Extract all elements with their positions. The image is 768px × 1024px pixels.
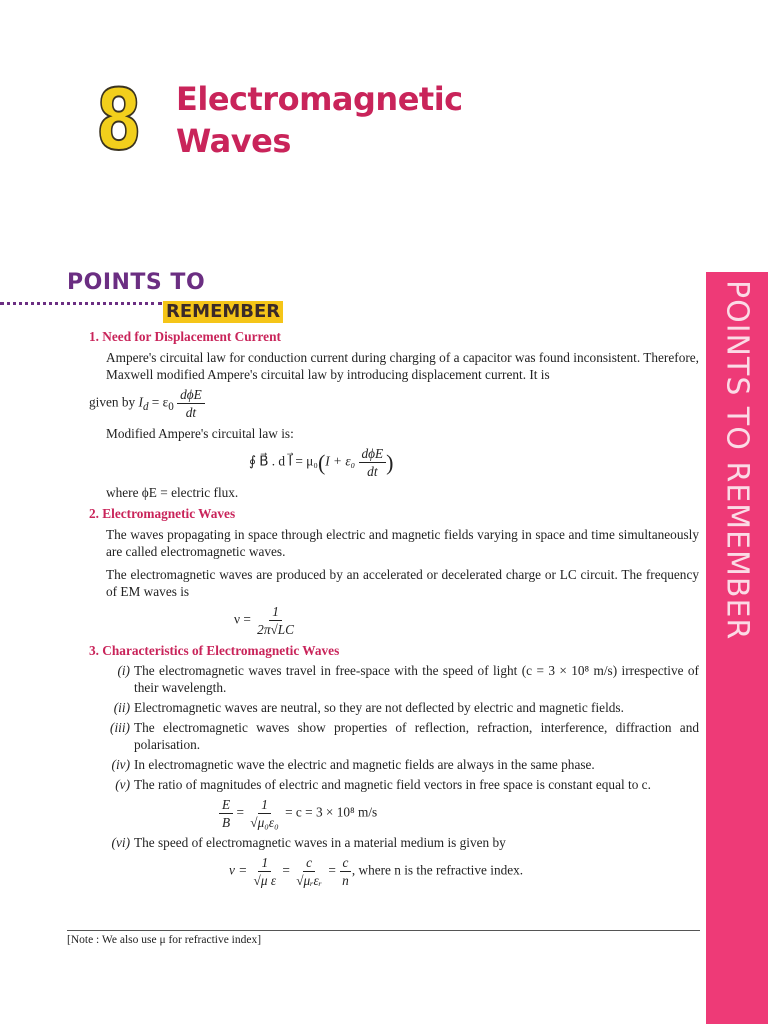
equation-medium-speed: v = $\frac{1}{\text{√μ ε}}$ = $\frac{c}{\text{√μᵣεᵣ}}$ = $\frac{c}{n}$ , where n is the refractive index. bbox=[229, 855, 524, 888]
list-item: (vi) The speed of electromagnetic waves in a material medium is given by bbox=[111, 835, 506, 850]
paragraph: Ampere's circuital law for conduction current during charging of a capacitor was found inconsistent. Therefore, Maxwell modified Ampere's circuital law by introducing displacement current. It is bbox=[106, 350, 699, 382]
paragraph: where ϕE = electric flux. bbox=[106, 485, 239, 500]
equation-modified-ampere: ∮ B⃗ . d l⃗ = μ₀(I + ε₀ $\frac{\text{dϕE}}{dt}$ ) bbox=[249, 446, 394, 479]
list-item: (ii) Electromagnetic waves are neutral, so they are not deflected by electric and magnetic fields. bbox=[113, 700, 624, 715]
fraction: $\frac{c}{n}$ bbox=[339, 854, 352, 889]
chapter-number: 8 bbox=[96, 71, 142, 169]
paragraph: The waves propagating in space through electric and magnetic fields varying in space and time simultaneously are called electromagnetic waves. bbox=[106, 527, 699, 559]
fraction: $\frac{\text{dϕE}}{dt}$ bbox=[359, 445, 387, 480]
points-heading-top: POINTS TO bbox=[67, 270, 206, 295]
section-heading: 1. Need for Displacement Current bbox=[89, 329, 281, 344]
fraction: $\frac{E}{B}$ bbox=[219, 796, 233, 831]
equation-field-ratio: $\frac{E}{B}$ = $\frac{1}{\text{√μ₀ε₀}}$ = c = 3 × 10⁸ m/s bbox=[219, 796, 699, 831]
paragraph: Modified Ampere's circuital law is: bbox=[106, 426, 294, 441]
dotted-divider bbox=[0, 302, 162, 305]
chapter-title-line2: Waves bbox=[176, 122, 291, 160]
list-item: (i) The electromagnetic waves travel in free-space with the speed of light (c = 3 × 10⁸ m/s) irrespective of their wavelength. bbox=[117, 663, 699, 695]
side-band-label: POINTS TO REMEMBER bbox=[719, 280, 755, 641]
list-item: (iii) The electromagnetic waves show properties of reflection, refraction, interference, diffraction and polarisation. bbox=[110, 720, 699, 752]
footnote: [Note : We also use μ for refractive index] bbox=[67, 934, 262, 946]
fraction: $\frac{1}{\text{√μ ε}}$ bbox=[253, 855, 277, 888]
list-item: (v) The ratio of magnitudes of electric and magnetic field vectors in free space is constant equal to c. bbox=[115, 777, 651, 792]
fraction: $\frac{1}{2\pi√LC}$ bbox=[257, 604, 295, 637]
points-heading-bottom: REMEMBER bbox=[163, 301, 283, 323]
section-heading: 2. Electromagnetic Waves bbox=[89, 506, 236, 521]
fraction: $\frac{c}{\text{√μᵣεᵣ}}$ bbox=[296, 855, 322, 888]
chapter-title-line1: Electromagnetic bbox=[176, 80, 463, 118]
note-divider bbox=[67, 930, 700, 931]
paragraph: The electromagnetic waves are produced by an accelerated or decelerated charge or LC circuit. The frequency of EM waves is bbox=[106, 567, 699, 599]
equation-displacement-current: given by $I_d = \varepsilon_0$ $\frac{\text{dϕE}}{dt}$ bbox=[89, 386, 699, 421]
section-heading: 3. Characteristics of Electromagnetic Waves bbox=[89, 643, 340, 658]
fraction: $\frac{\text{dϕE}}{dt}$ bbox=[177, 386, 205, 421]
chapter-title bbox=[176, 78, 463, 162]
list-item: (iv) In electromagnetic wave the electric and magnetic fields are always in the same phase. bbox=[111, 757, 595, 772]
fraction: $\frac{1}{\text{√μ₀ε₀}}$ bbox=[250, 797, 279, 830]
content bbox=[89, 328, 699, 892]
equation-frequency: ν = $\frac{1}{2\pi√LC}$ bbox=[234, 603, 699, 638]
